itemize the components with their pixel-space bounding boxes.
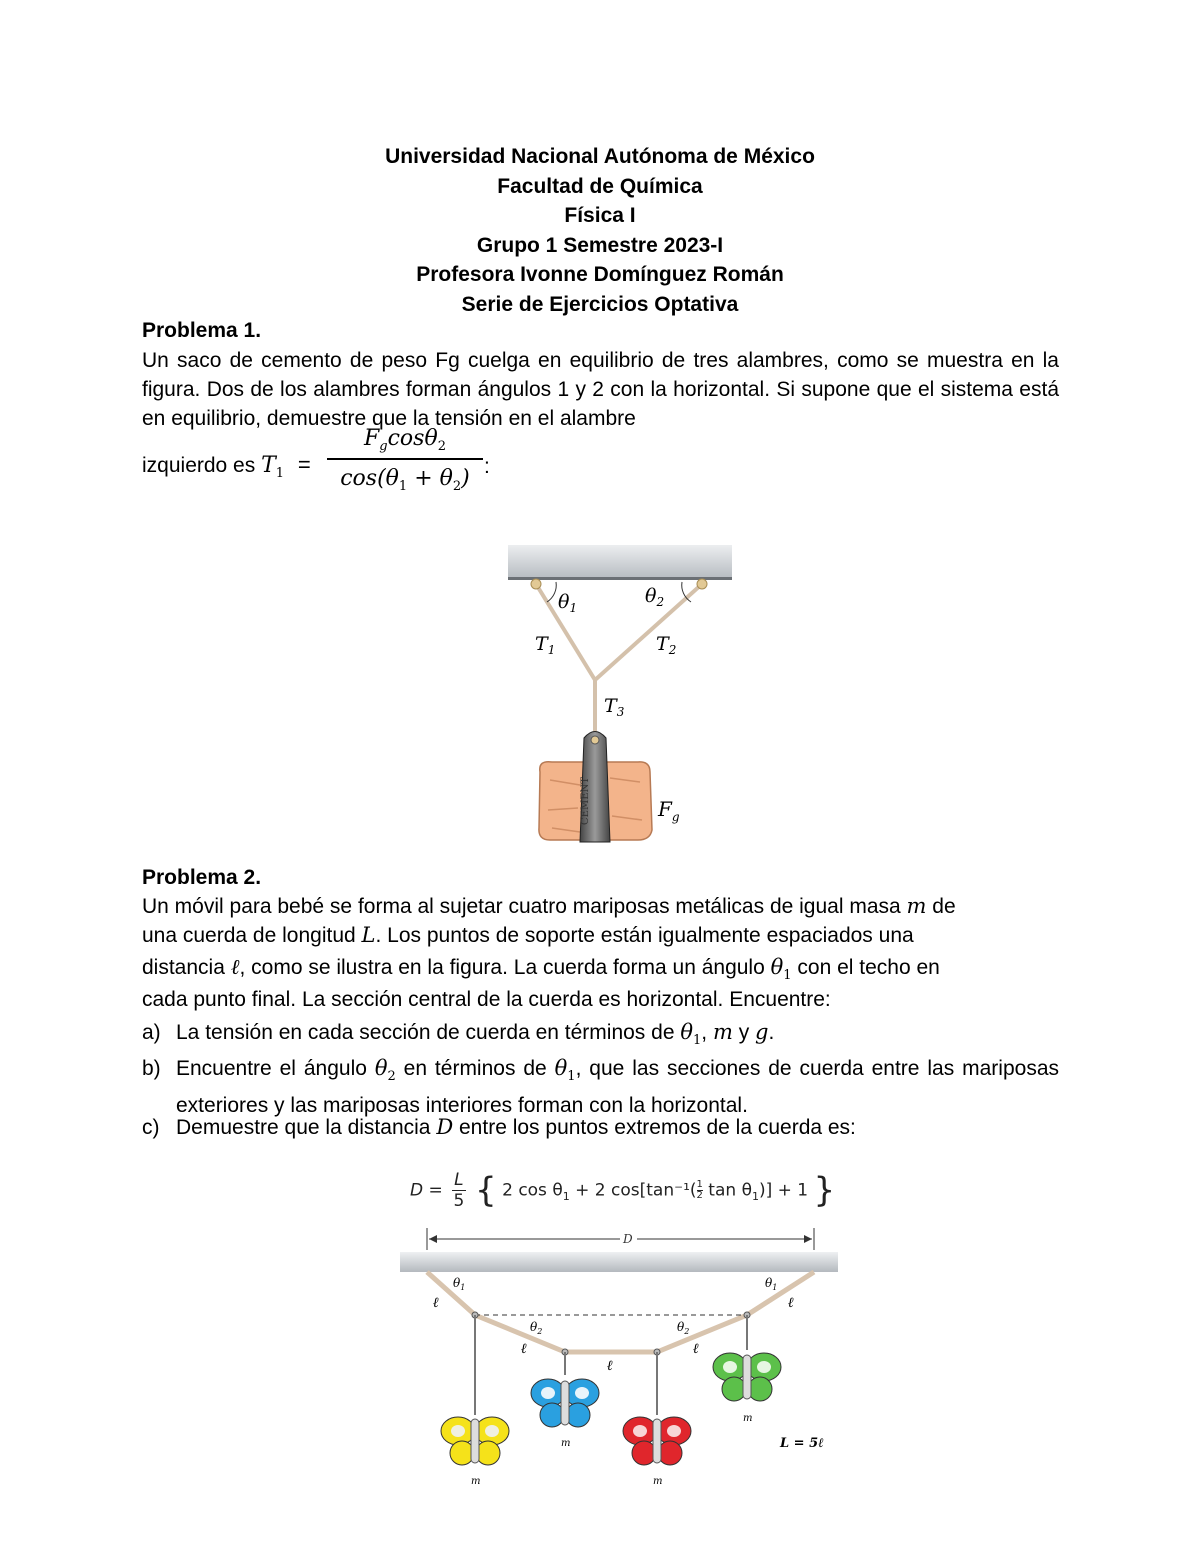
document-header bbox=[0, 142, 1200, 319]
ceiling bbox=[508, 545, 732, 577]
series-title: Serie de Ejercicios Optativa bbox=[461, 292, 739, 316]
butterfly-green bbox=[713, 1353, 781, 1401]
label-D: D bbox=[623, 1232, 633, 1246]
label-ell-5: ℓ bbox=[788, 1295, 794, 1311]
faculty-name: Facultad de Química bbox=[497, 174, 703, 198]
butterfly-red bbox=[623, 1417, 691, 1465]
label-theta1-right: $\theta_1$ bbox=[765, 1276, 778, 1292]
anchor-left bbox=[531, 579, 541, 589]
formula-lhs: $T_1$ bbox=[261, 453, 285, 481]
ceiling-2 bbox=[400, 1252, 838, 1272]
label-ell-1: ℓ bbox=[433, 1295, 439, 1311]
label-theta2-right: $\theta_2$ bbox=[677, 1320, 690, 1336]
label-theta2: $\theta_2$ bbox=[645, 585, 665, 609]
formula-numerator: $F_g\cos\theta_2$ bbox=[364, 426, 446, 454]
eq-fraction-L-5: $\frac{L}{5}$ bbox=[453, 1170, 465, 1211]
group-semester: Grupo 1 Semestre 2023-I bbox=[476, 233, 724, 257]
university-name: Universidad Nacional Autónoma de México bbox=[385, 145, 815, 168]
anchor-right bbox=[697, 579, 707, 589]
formula-equals: = bbox=[297, 452, 311, 477]
formula-colon: : bbox=[484, 455, 490, 478]
symbol-m: m bbox=[906, 894, 927, 918]
label-T2: $T_2$ bbox=[656, 633, 677, 657]
course-name: Física I bbox=[564, 204, 636, 227]
symbol-theta1: $\theta_1$ bbox=[770, 955, 792, 983]
label-T3: $T_3$ bbox=[604, 695, 625, 719]
label-theta1-left: $\theta_1$ bbox=[453, 1276, 466, 1292]
butterfly-mobile-figure bbox=[395, 1225, 845, 1490]
label-ell-4: ℓ bbox=[693, 1341, 699, 1357]
formula-denominator: $\cos(\theta_1 + \theta_2)$ bbox=[340, 466, 470, 494]
cement-bag-figure bbox=[500, 540, 740, 850]
mass-label-yellow: m bbox=[471, 1476, 481, 1487]
symbol-L: L bbox=[361, 923, 376, 947]
tension-formula-fraction bbox=[325, 422, 485, 496]
label-ell-3: ℓ bbox=[607, 1358, 613, 1374]
label-L-equals-5ell: L = 5ℓ bbox=[780, 1436, 824, 1451]
butterfly-yellow bbox=[441, 1417, 509, 1465]
eq-fraction-half: $\frac{1}{2}$ bbox=[696, 1179, 703, 1201]
mass-label-blue: m bbox=[561, 1438, 571, 1449]
problem-1-text: Un saco de cemento de peso Fg cuelga en equilibrio de tres alambres, como se muestra en la figura. Dos de los alambres forman ángulos 1 y 2 con la horizontal. Si supone que el sistema está en equilibrio, demuestre que la tensión en el alambre bbox=[142, 349, 1059, 430]
bag-label: CEMENT bbox=[580, 777, 591, 825]
label-theta2-left: $\theta_2$ bbox=[530, 1320, 543, 1336]
problem-2-line-4: cada punto final. La sección central de la cuerda es horizontal. Encuentre: bbox=[142, 988, 831, 1011]
D-arrowhead-left bbox=[429, 1235, 437, 1243]
ceiling-edge bbox=[508, 577, 732, 580]
symbol-ell: ℓ bbox=[230, 955, 240, 979]
butterfly-blue bbox=[531, 1379, 599, 1427]
problem-2-line-2: una cuerda de longitud L. Los puntos de soporte están igualmente espaciados una bbox=[142, 923, 914, 947]
problem-2-title: Problema 2. bbox=[142, 866, 262, 889]
D-arrowhead-right bbox=[804, 1235, 812, 1243]
angle-arc-theta1 bbox=[547, 582, 556, 602]
label-theta1: $\theta_1$ bbox=[558, 591, 578, 615]
problem-1-title: Problema 1. bbox=[142, 319, 262, 342]
distance-equation: D = $\frac{L}{5}$ { 2 $\cos \theta_1 + 2$ cos[tan⁻¹( $\frac{1}{2}$ $\tan \theta_1)] + 1$ } bbox=[410, 1170, 836, 1211]
item-b: b) Encuentre el ángulo $\theta_2$ en términos de $\theta_1$, que las secciones de cuerda entre las mariposas exteriores y las mariposas interiores forman con la horizontal. bbox=[142, 1056, 1059, 1117]
label-Fg: $F_g$ bbox=[658, 797, 680, 824]
label-T1: $T_1$ bbox=[535, 633, 556, 657]
mobile-string bbox=[427, 1272, 814, 1352]
professor-name: Profesora Ivonne Domínguez Román bbox=[416, 263, 784, 286]
problem-2-line-3: distancia ℓ, como se ilustra en la figura. La cuerda forma un ángulo $\theta_1$ con el techo en bbox=[142, 955, 940, 983]
fraction-bar bbox=[327, 458, 483, 460]
problem-2-line-1: Un móvil para bebé se forma al sujetar cuatro mariposas metálicas de igual masa m de bbox=[142, 894, 956, 918]
formula-prefix-line bbox=[142, 452, 311, 481]
mass-label-green: m bbox=[743, 1413, 753, 1424]
label-ell-2: ℓ bbox=[521, 1341, 527, 1357]
formula-prefix: izquierdo es bbox=[142, 454, 262, 477]
strap-ring bbox=[591, 736, 599, 744]
mass-label-red: m bbox=[653, 1476, 663, 1487]
